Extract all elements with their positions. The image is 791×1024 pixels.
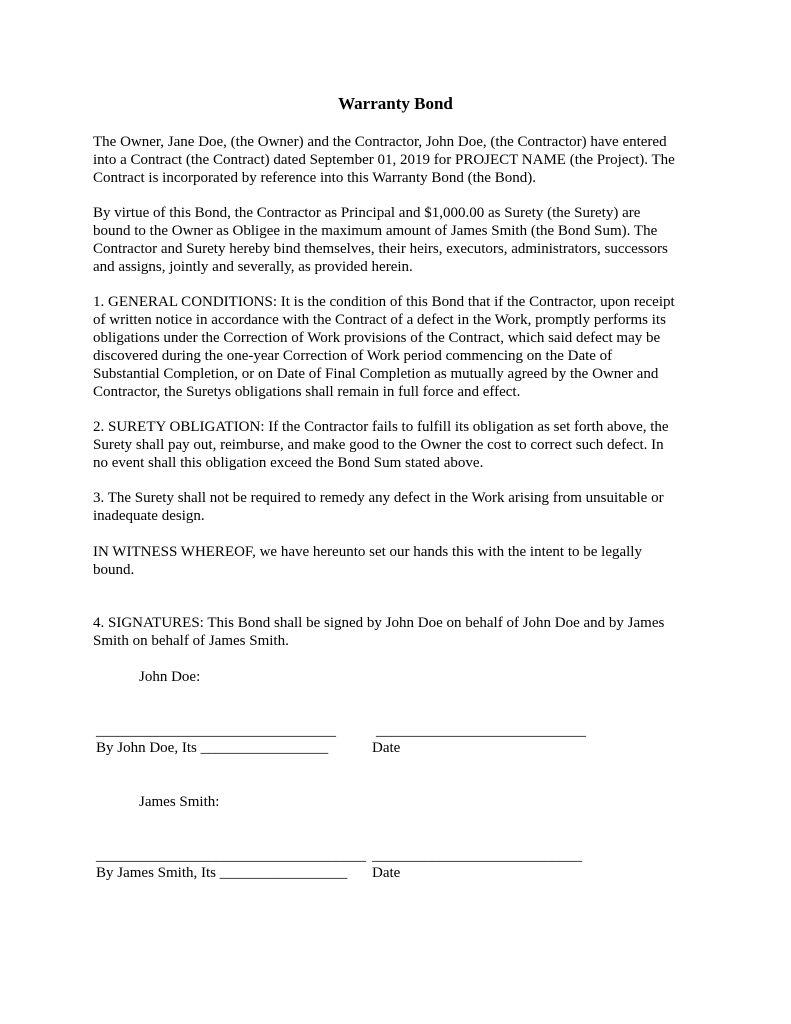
text-line: 2. SURETY OBLIGATION: If the Contractor fails to fulfill its obligation as set forth above, the (93, 419, 669, 435)
text-line: and assigns, jointly and severally, as provided herein. (93, 259, 413, 275)
text-line: of written notice in accordance with the Contract of a defect in the Work, promptly performs its (93, 312, 666, 328)
signer-name-label: John Doe: (139, 669, 201, 685)
paragraph-signatures (93, 614, 703, 650)
text-line: Surety shall pay out, reimburse, and make good to the Owner the cost to correct such defect. In (93, 437, 664, 453)
text-line: discovered during the one-year Correction of Work period commencing on the Date of (93, 348, 613, 364)
text-line: Contractor, the Suretys obligations shall remain in full force and effect. (93, 384, 521, 400)
date-line[interactable]: ____________________________ (376, 723, 586, 739)
signer-name-label: James Smith: (139, 794, 220, 810)
text-line: into a Contract (the Contract) dated September 01, 2019 for PROJECT NAME (the Project). The (93, 152, 675, 168)
signature-line[interactable]: ________________________________ (96, 723, 336, 739)
text-line: 4. SIGNATURES: This Bond shall be signed by John Doe on behalf of John Doe and by James (93, 615, 665, 631)
paragraph-design-exclusion (93, 489, 703, 525)
paragraph-surety-obligation (93, 418, 703, 472)
text-line: The Owner, Jane Doe, (the Owner) and the Contractor, John Doe, (the Contractor) have entered (93, 134, 667, 150)
paragraph-general-conditions (93, 293, 703, 401)
signature-line[interactable]: ____________________________________ (96, 848, 366, 864)
text-line: Contract is incorporated by reference into this Warranty Bond (the Bond). (93, 170, 536, 186)
text-line: Contractor and Surety hereby bind themselves, their heirs, executors, administrators, successors (93, 241, 668, 257)
text-line: Substantial Completion, or on Date of Final Completion as mutually agreed by the Owner and (93, 366, 659, 382)
date-line[interactable]: ____________________________ (372, 848, 582, 864)
paragraph-witness (93, 543, 703, 579)
text-line: inadequate design. (93, 508, 205, 524)
text-line: IN WITNESS WHEREOF, we have hereunto set our hands this with the intent to be legally (93, 544, 642, 560)
text-line: 1. GENERAL CONDITIONS: It is the condition of this Bond that if the Contractor, upon receipt (93, 294, 675, 310)
document-title: Warranty Bond (338, 94, 453, 113)
date-label: Date (372, 740, 401, 756)
paragraph-bond-terms (93, 204, 703, 276)
text-line: obligations under the Correction of Work provisions of the Contract, which said defect may be (93, 330, 661, 346)
date-label: Date (372, 865, 401, 881)
text-line: bound. (93, 562, 135, 578)
text-line: By virtue of this Bond, the Contractor as Principal and $1,000.00 as Surety (the Surety) are (93, 205, 641, 221)
by-title-line[interactable]: By James Smith, Its _________________ (96, 865, 348, 881)
by-title-line[interactable]: By John Doe, Its _________________ (96, 740, 329, 756)
text-line: bound to the Owner as Obligee in the maximum amount of James Smith (the Bond Sum). The (93, 223, 658, 239)
text-line: Smith on behalf of James Smith. (93, 633, 289, 649)
paragraph-parties (93, 133, 703, 187)
text-line: 3. The Surety shall not be required to remedy any defect in the Work arising from unsuitable or (93, 490, 664, 506)
text-line: no event shall this obligation exceed the Bond Sum stated above. (93, 455, 484, 471)
